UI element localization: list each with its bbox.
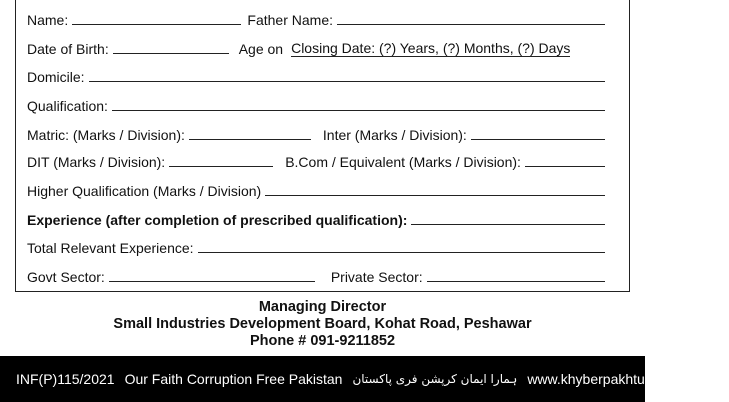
name-label: Name: bbox=[27, 12, 69, 28]
dit-field[interactable] bbox=[169, 166, 273, 167]
dob-row bbox=[27, 37, 611, 57]
domicile-field[interactable] bbox=[89, 81, 605, 82]
domicile-row bbox=[27, 65, 611, 85]
private-sector-label: Private Sector: bbox=[330, 269, 423, 285]
age-on-label: Age on bbox=[238, 41, 284, 57]
name-row bbox=[27, 8, 611, 28]
higher-qualification-label: Higher Qualification (Marks / Division) bbox=[27, 183, 262, 199]
experience-field[interactable] bbox=[411, 224, 605, 225]
footer-bar bbox=[0, 356, 729, 402]
private-sector-field[interactable] bbox=[427, 281, 605, 282]
dit-label: DIT (Marks / Division): bbox=[27, 154, 166, 170]
qualification-field[interactable] bbox=[112, 110, 605, 111]
higher-qualification-row bbox=[27, 179, 611, 199]
contact-address: Small Industries Development Board, Kohat Road, Peshawar bbox=[113, 316, 532, 332]
contact-phone: Phone # 091-9211852 bbox=[249, 333, 396, 349]
bcom-field[interactable] bbox=[525, 166, 605, 167]
dob-label: Date of Birth: bbox=[27, 41, 109, 57]
experience-label: Experience (after completion of prescribed qualification): bbox=[27, 212, 408, 228]
govt-sector-label: Govt Sector: bbox=[27, 269, 105, 285]
qualification-label: Qualification: bbox=[27, 98, 108, 114]
slogan-text: Our Faith Corruption Free Pakistan bbox=[124, 371, 343, 387]
govt-sector-field[interactable] bbox=[109, 281, 315, 282]
urdu-slogan: ہمارا ایمان کرپشن فری پاکستان bbox=[352, 372, 518, 386]
matric-field[interactable] bbox=[189, 139, 311, 140]
inter-label: Inter (Marks / Division): bbox=[322, 127, 467, 143]
matric-row bbox=[27, 123, 611, 143]
inter-field[interactable] bbox=[471, 139, 605, 140]
website-link[interactable]: www.khyberpakhtunkhwa.gov.pk bbox=[527, 371, 729, 387]
experience-row bbox=[27, 208, 611, 228]
total-experience-row bbox=[27, 236, 611, 256]
father-name-field[interactable] bbox=[337, 24, 605, 25]
higher-qualification-field[interactable] bbox=[265, 195, 605, 196]
bcom-label: B.Com / Equivalent (Marks / Division): bbox=[285, 154, 521, 170]
total-experience-label: Total Relevant Experience: bbox=[27, 240, 194, 256]
dit-row bbox=[27, 150, 611, 170]
dob-field[interactable] bbox=[113, 53, 229, 54]
total-experience-field[interactable] bbox=[198, 252, 605, 253]
name-field[interactable] bbox=[72, 24, 241, 25]
domicile-label: Domicile: bbox=[27, 69, 85, 85]
qualification-row bbox=[27, 94, 611, 114]
matric-label: Matric: (Marks / Division): bbox=[27, 127, 185, 143]
contact-title: Managing Director bbox=[258, 299, 387, 315]
father-name-label: Father Name: bbox=[247, 12, 333, 28]
sector-row bbox=[27, 265, 611, 285]
reference-number: INF(P)115/2021 bbox=[16, 371, 115, 387]
closing-date-label: Closing Date: (?) Years, (?) Months, (?) Days bbox=[291, 40, 571, 56]
